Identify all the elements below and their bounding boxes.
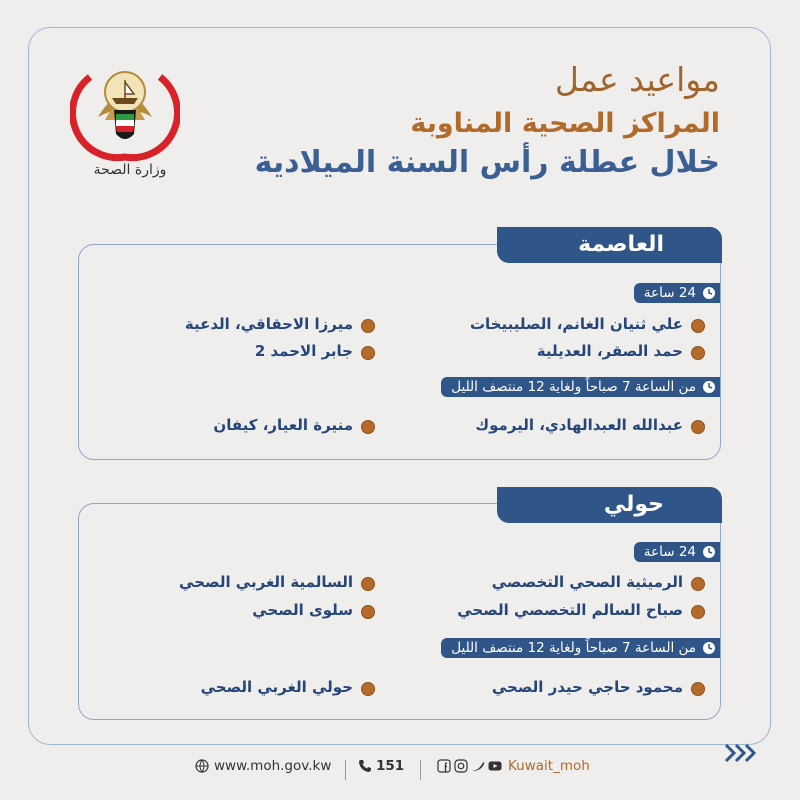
capital-24h-tag [634, 283, 720, 303]
capital-partial-label: من الساعة 7 صباحاً ولغاية 12 منتصف الليل [451, 379, 696, 395]
hawalli-partial-tag [441, 638, 720, 658]
website-url: www.moh.gov.kw [214, 758, 332, 774]
social-links[interactable] [437, 758, 590, 774]
list-item: السالمية الغربي الصحي [179, 573, 375, 591]
heading-line-2: المراكز الصحية المناوبة [410, 108, 720, 139]
clock-icon [702, 286, 716, 300]
capital-24h-label: 24 ساعة [643, 285, 696, 301]
divider [345, 760, 346, 780]
list-item: ميرزا الاحقاقي، الدعية [185, 315, 375, 333]
website-link[interactable] [195, 758, 331, 774]
facebook-icon[interactable] [437, 759, 451, 773]
hawalli-24h-tag [634, 542, 720, 562]
phone-icon [358, 759, 372, 773]
list-item: علي ثنيان الغانم، الصليبيخات [470, 315, 705, 333]
hawalli-partial-label: من الساعة 7 صباحاً ولغاية 12 منتصف الليل [451, 640, 696, 656]
hawalli-24h-label: 24 ساعة [643, 544, 696, 560]
hotline[interactable] [358, 758, 404, 774]
divider [420, 760, 421, 780]
heading-line-3: خلال عطلة رأس السنة الميلادية [254, 145, 720, 180]
list-item: صباح السالم التخصصي الصحي [457, 601, 705, 619]
instagram-icon[interactable] [454, 759, 468, 773]
list-item: حولي الغربي الصحي [201, 678, 375, 696]
list-item: محمود حاجي حيدر الصحي [492, 678, 705, 696]
capital-region-title: العاصمة [497, 227, 722, 263]
ministry-name: وزارة الصحة [93, 162, 167, 178]
list-item: عبدالله العبدالهادي، اليرموك [475, 416, 705, 434]
list-item: جابر الاحمد 2 [255, 342, 375, 360]
social-handle: Kuwait_moh [508, 758, 590, 774]
capital-partial-tag [441, 377, 720, 397]
hawalli-region-title: حولي [497, 487, 722, 523]
clock-icon [702, 641, 716, 655]
kuwait-emblem-icon [70, 62, 180, 162]
list-item: منيرة العيار، كيفان [213, 416, 375, 434]
youtube-icon[interactable] [488, 759, 502, 773]
heading-line-1: مواعيد عمل [554, 60, 720, 99]
hotline-number: 151 [376, 758, 405, 774]
list-item: الرميثية الصحي التخصصي [492, 573, 705, 591]
list-item: سلوى الصحي [252, 601, 375, 619]
globe-icon [195, 759, 209, 773]
list-item: حمد الصقر، العديلية [537, 342, 705, 360]
footer [0, 758, 800, 786]
twitter-icon[interactable] [471, 759, 485, 773]
clock-icon [702, 380, 716, 394]
clock-icon [702, 545, 716, 559]
